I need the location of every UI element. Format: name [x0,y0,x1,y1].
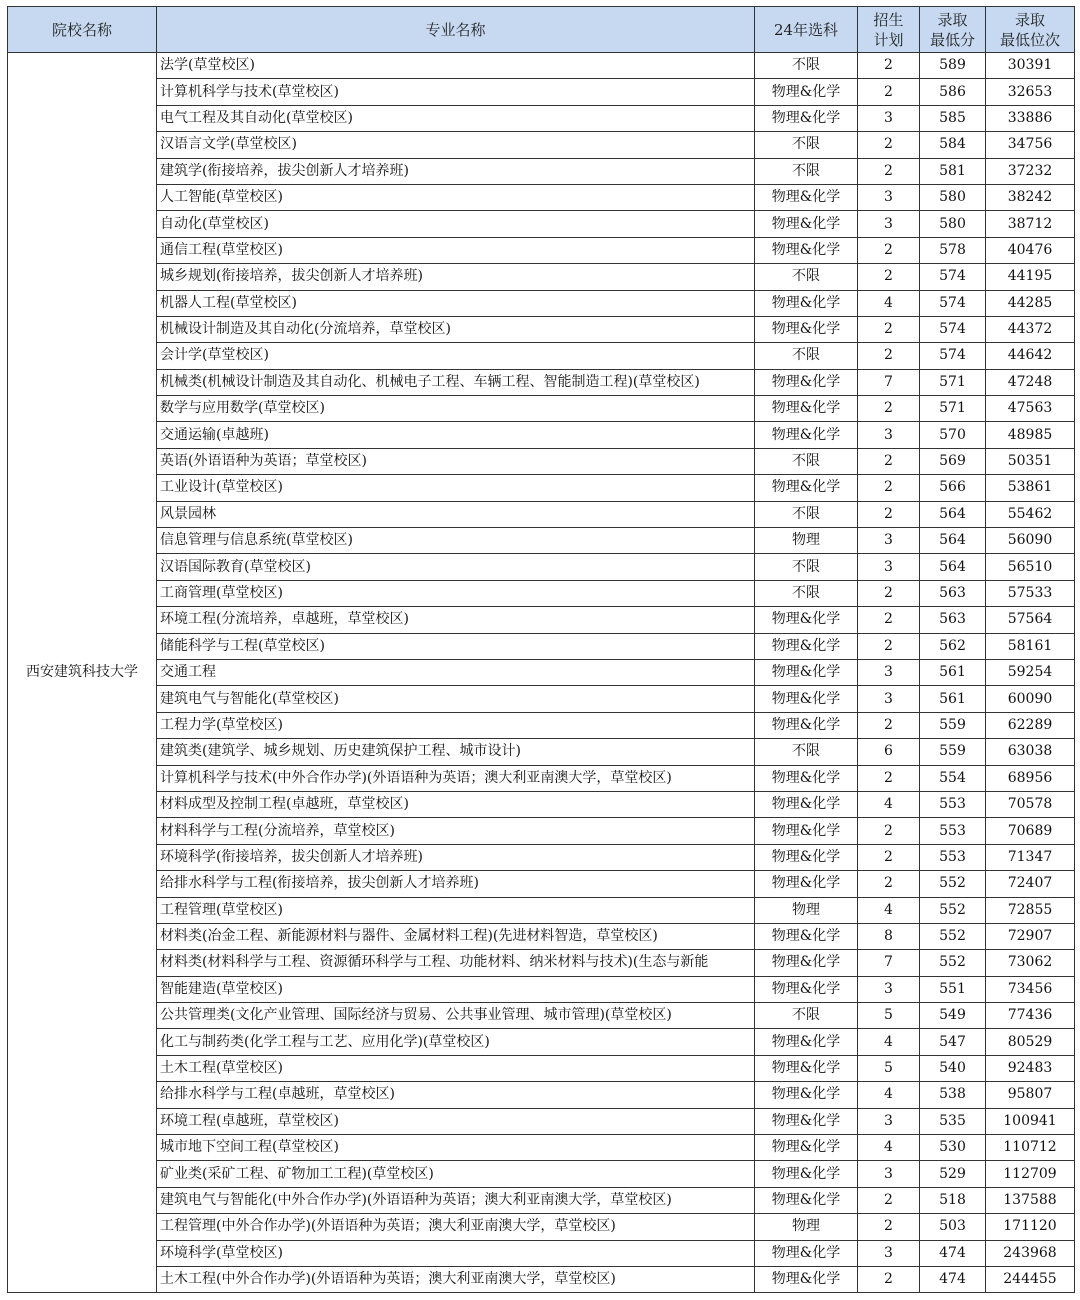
table-row [8,501,1075,527]
min-rank-cell: 57533 [986,580,1075,606]
header-rank-line1: 录取 [1014,10,1045,29]
plan-cell: 3 [858,976,920,1002]
subject-cell: 物理&化学 [755,79,858,105]
subject-cell: 物理&化学 [755,1266,858,1292]
subject-cell: 物理&化学 [755,1240,858,1266]
min-score-cell: 561 [920,659,986,685]
major-cell: 给排水科学与工程(衔接培养，拔尖创新人才培养班) [157,871,755,897]
major-cell: 工业设计(草堂校区) [157,475,755,501]
min-rank-cell: 44195 [986,264,1075,290]
min-rank-cell: 50351 [986,448,1075,474]
major-cell: 材料科学与工程(分流培养，草堂校区) [157,818,755,844]
min-score-cell: 563 [920,607,986,633]
subject-cell: 物理&化学 [755,290,858,316]
table-row [8,448,1075,474]
major-cell: 给排水科学与工程(卓越班，草堂校区) [157,1082,755,1108]
table-row [8,1214,1075,1240]
plan-cell: 4 [858,1135,920,1161]
table-row [8,633,1075,659]
table-row [8,422,1075,448]
min-score-cell: 581 [920,158,986,184]
major-cell: 交通运输(卓越班) [157,422,755,448]
table-header [8,7,1075,53]
min-score-cell: 566 [920,475,986,501]
min-score-cell: 530 [920,1135,986,1161]
min-rank-cell: 77436 [986,1003,1075,1029]
plan-cell: 2 [858,712,920,738]
table-row [8,1161,1075,1187]
min-score-cell: 564 [920,528,986,554]
table-body [8,53,1075,1293]
plan-cell: 2 [858,1266,920,1292]
min-score-cell: 571 [920,369,986,395]
plan-cell: 6 [858,739,920,765]
min-score-cell: 535 [920,1108,986,1134]
table-row [8,791,1075,817]
subject-cell: 物理&化学 [755,1135,858,1161]
min-score-cell: 518 [920,1187,986,1213]
min-score-cell: 569 [920,448,986,474]
subject-cell: 物理&化学 [755,871,858,897]
major-cell: 智能建造(草堂校区) [157,976,755,1002]
min-rank-cell: 44642 [986,343,1075,369]
min-rank-cell: 32653 [986,79,1075,105]
min-score-cell: 559 [920,739,986,765]
table-row [8,554,1075,580]
table-row [8,1082,1075,1108]
min-score-cell: 474 [920,1266,986,1292]
subject-cell: 物理&化学 [755,633,858,659]
table-row [8,1108,1075,1134]
table-row [8,580,1075,606]
min-rank-cell: 73062 [986,950,1075,976]
table-row [8,739,1075,765]
min-rank-cell: 171120 [986,1214,1075,1240]
header-plan-line1: 招生 [873,10,904,29]
plan-cell: 2 [858,1187,920,1213]
plan-cell: 2 [858,448,920,474]
min-score-cell: 574 [920,343,986,369]
major-cell: 工程管理(草堂校区) [157,897,755,923]
plan-cell: 7 [858,369,920,395]
min-score-cell: 578 [920,237,986,263]
major-cell: 交通工程 [157,659,755,685]
min-rank-cell: 72855 [986,897,1075,923]
min-rank-cell: 37232 [986,158,1075,184]
major-cell: 材料成型及控制工程(卓越班，草堂校区) [157,791,755,817]
major-cell: 英语(外语语种为英语；草堂校区) [157,448,755,474]
header-major: 专业名称 [157,7,755,53]
table-row [8,1055,1075,1081]
plan-cell: 2 [858,343,920,369]
subject-cell: 物理&化学 [755,791,858,817]
min-rank-cell: 48985 [986,422,1075,448]
min-score-cell: 574 [920,264,986,290]
min-score-cell: 553 [920,791,986,817]
min-rank-cell: 55462 [986,501,1075,527]
min-score-cell: 574 [920,316,986,342]
major-cell: 建筑电气与智能化(中外合作办学)(外语语种为英语；澳大利亚南澳大学，草堂校区) [157,1187,755,1213]
table-row [8,316,1075,342]
subject-cell: 物理&化学 [755,422,858,448]
subject-cell: 物理&化学 [755,659,858,685]
table-row [8,369,1075,395]
min-rank-cell: 72407 [986,871,1075,897]
header-plan-line2: 计划 [873,30,904,49]
plan-cell: 2 [858,475,920,501]
plan-cell: 3 [858,211,920,237]
min-score-cell: 529 [920,1161,986,1187]
min-score-cell: 503 [920,1214,986,1240]
table-row [8,475,1075,501]
min-rank-cell: 47563 [986,396,1075,422]
min-rank-cell: 73456 [986,976,1075,1002]
major-cell: 环境工程(分流培养，卓越班，草堂校区) [157,607,755,633]
min-score-cell: 571 [920,396,986,422]
min-rank-cell: 30391 [986,53,1075,79]
subject-cell: 不限 [755,739,858,765]
table-row [8,950,1075,976]
plan-cell: 2 [858,237,920,263]
major-cell: 工程管理(中外合作办学)(外语语种为英语；澳大利亚南澳大学，草堂校区) [157,1214,755,1240]
major-cell: 建筑类(建筑学、城乡规划、历史建筑保护工程、城市设计) [157,739,755,765]
subject-cell: 物理&化学 [755,712,858,738]
major-cell: 材料类(材料科学与工程、资源循环科学与工程、功能材料、纳米材料与技术)(生态与新能 [157,950,755,976]
table-row [8,290,1075,316]
subject-cell: 物理&化学 [755,607,858,633]
min-score-cell: 561 [920,686,986,712]
subject-cell: 物理&化学 [755,1055,858,1081]
min-score-cell: 549 [920,1003,986,1029]
header-score-line1: 录取 [937,10,968,29]
major-cell: 土木工程(中外合作办学)(外语语种为英语；澳大利亚南澳大学，草堂校区) [157,1266,755,1292]
major-cell: 计算机科学与技术(草堂校区) [157,79,755,105]
min-rank-cell: 72907 [986,923,1075,949]
major-cell: 法学(草堂校区) [157,53,755,79]
plan-cell: 3 [858,659,920,685]
major-cell: 通信工程(草堂校区) [157,237,755,263]
plan-cell: 2 [858,53,920,79]
min-score-cell: 570 [920,422,986,448]
plan-cell: 4 [858,1082,920,1108]
header-score [920,7,986,53]
min-rank-cell: 112709 [986,1161,1075,1187]
min-rank-cell: 56090 [986,528,1075,554]
plan-cell: 2 [858,316,920,342]
major-cell: 工商管理(草堂校区) [157,580,755,606]
table-row [8,158,1075,184]
major-cell: 数学与应用数学(草堂校区) [157,396,755,422]
table-row [8,211,1075,237]
min-score-cell: 540 [920,1055,986,1081]
plan-cell: 2 [858,580,920,606]
subject-cell: 不限 [755,158,858,184]
subject-cell: 物理 [755,897,858,923]
table-row [8,686,1075,712]
min-rank-cell: 47248 [986,369,1075,395]
subject-cell: 物理 [755,1214,858,1240]
plan-cell: 4 [858,791,920,817]
min-rank-cell: 95807 [986,1082,1075,1108]
subject-cell: 物理&化学 [755,105,858,131]
table-row [8,396,1075,422]
min-score-cell: 563 [920,580,986,606]
min-rank-cell: 44372 [986,316,1075,342]
major-cell: 汉语国际教育(草堂校区) [157,554,755,580]
table-row [8,976,1075,1002]
min-rank-cell: 100941 [986,1108,1075,1134]
table-row [8,897,1075,923]
major-cell: 计算机科学与技术(中外合作办学)(外语语种为英语；澳大利亚南澳大学，草堂校区) [157,765,755,791]
major-cell: 电气工程及其自动化(草堂校区) [157,105,755,131]
plan-cell: 5 [858,1055,920,1081]
major-cell: 储能科学与工程(草堂校区) [157,633,755,659]
table-row [8,1187,1075,1213]
table-row [8,712,1075,738]
min-rank-cell: 56510 [986,554,1075,580]
major-cell: 机械类(机械设计制造及其自动化、机械电子工程、车辆工程、智能制造工程)(草堂校区) [157,369,755,395]
table-row [8,237,1075,263]
admission-table [7,6,1075,1293]
plan-cell: 2 [858,633,920,659]
major-cell: 土木工程(草堂校区) [157,1055,755,1081]
min-score-cell: 559 [920,712,986,738]
min-rank-cell: 57564 [986,607,1075,633]
min-score-cell: 547 [920,1029,986,1055]
subject-cell: 不限 [755,264,858,290]
table-row [8,105,1075,131]
min-score-cell: 553 [920,818,986,844]
plan-cell: 2 [858,132,920,158]
min-score-cell: 538 [920,1082,986,1108]
major-cell: 城市地下空间工程(草堂校区) [157,1135,755,1161]
plan-cell: 3 [858,1108,920,1134]
major-cell: 公共管理类(文化产业管理、国际经济与贸易、公共事业管理、城市管理)(草堂校区) [157,1003,755,1029]
min-score-cell: 589 [920,53,986,79]
major-cell: 工程力学(草堂校区) [157,712,755,738]
min-score-cell: 552 [920,871,986,897]
plan-cell: 2 [858,871,920,897]
plan-cell: 3 [858,105,920,131]
major-cell: 信息管理与信息系统(草堂校区) [157,528,755,554]
min-rank-cell: 68956 [986,765,1075,791]
table-row [8,818,1075,844]
min-rank-cell: 244455 [986,1266,1075,1292]
min-score-cell: 580 [920,184,986,210]
plan-cell: 3 [858,1240,920,1266]
subject-cell: 物理&化学 [755,765,858,791]
plan-cell: 2 [858,765,920,791]
plan-cell: 3 [858,554,920,580]
header-rank-line2: 最低位次 [999,30,1060,49]
min-rank-cell: 243968 [986,1240,1075,1266]
major-cell: 环境科学(草堂校区) [157,1240,755,1266]
min-score-cell: 554 [920,765,986,791]
major-cell: 风景园林 [157,501,755,527]
subject-cell: 物理&化学 [755,1082,858,1108]
major-cell: 建筑学(衔接培养，拔尖创新人才培养班) [157,158,755,184]
plan-cell: 2 [858,607,920,633]
min-score-cell: 552 [920,897,986,923]
subject-cell: 物理&化学 [755,1029,858,1055]
table-row [8,923,1075,949]
header-school: 院校名称 [8,7,157,53]
subject-cell: 不限 [755,1003,858,1029]
subject-cell: 物理&化学 [755,237,858,263]
plan-cell: 2 [858,844,920,870]
plan-cell: 3 [858,528,920,554]
min-rank-cell: 40476 [986,237,1075,263]
subject-cell: 物理&化学 [755,475,858,501]
table-row [8,1135,1075,1161]
min-score-cell: 564 [920,501,986,527]
min-score-cell: 564 [920,554,986,580]
table-row [8,607,1075,633]
table-row [8,1003,1075,1029]
min-score-cell: 474 [920,1240,986,1266]
min-rank-cell: 38712 [986,211,1075,237]
major-cell: 化工与制药类(化学工程与工艺、应用化学)(草堂校区) [157,1029,755,1055]
major-cell: 材料类(冶金工程、新能源材料与器件、金属材料工程)(先进材料智造，草堂校区) [157,923,755,949]
subject-cell: 物理&化学 [755,211,858,237]
subject-cell: 不限 [755,554,858,580]
table-row [8,871,1075,897]
min-score-cell: 574 [920,290,986,316]
min-rank-cell: 58161 [986,633,1075,659]
min-score-cell: 553 [920,844,986,870]
plan-cell: 4 [858,290,920,316]
min-rank-cell: 34756 [986,132,1075,158]
table-row [8,264,1075,290]
subject-cell: 物理&化学 [755,1161,858,1187]
plan-cell: 3 [858,184,920,210]
min-score-cell: 580 [920,211,986,237]
min-score-cell: 551 [920,976,986,1002]
subject-cell: 不限 [755,343,858,369]
major-cell: 机器人工程(草堂校区) [157,290,755,316]
min-score-cell: 552 [920,923,986,949]
min-rank-cell: 71347 [986,844,1075,870]
table-row [8,659,1075,685]
major-cell: 自动化(草堂校区) [157,211,755,237]
subject-cell: 物理&化学 [755,950,858,976]
table-row [8,844,1075,870]
plan-cell: 3 [858,422,920,448]
subject-cell: 物理&化学 [755,316,858,342]
major-cell: 人工智能(草堂校区) [157,184,755,210]
table-row [8,1266,1075,1292]
subject-cell: 不限 [755,53,858,79]
subject-cell: 不限 [755,132,858,158]
table-row [8,184,1075,210]
min-rank-cell: 80529 [986,1029,1075,1055]
plan-cell: 3 [858,686,920,712]
min-rank-cell: 38242 [986,184,1075,210]
subject-cell: 不限 [755,501,858,527]
min-rank-cell: 53861 [986,475,1075,501]
table-row [8,79,1075,105]
min-score-cell: 552 [920,950,986,976]
min-rank-cell: 70689 [986,818,1075,844]
plan-cell: 3 [858,1161,920,1187]
plan-cell: 2 [858,264,920,290]
min-rank-cell: 44285 [986,290,1075,316]
min-rank-cell: 62289 [986,712,1075,738]
header-plan [858,7,920,53]
min-rank-cell: 110712 [986,1135,1075,1161]
subject-cell: 物理&化学 [755,1108,858,1134]
major-cell: 建筑电气与智能化(草堂校区) [157,686,755,712]
table-row [8,132,1075,158]
table-row [8,765,1075,791]
min-rank-cell: 60090 [986,686,1075,712]
min-rank-cell: 137588 [986,1187,1075,1213]
plan-cell: 5 [858,1003,920,1029]
subject-cell: 物理&化学 [755,844,858,870]
subject-cell: 物理&化学 [755,1187,858,1213]
subject-cell: 物理&化学 [755,686,858,712]
header-rank [986,7,1075,53]
subject-cell: 物理&化学 [755,369,858,395]
major-cell: 矿业类(采矿工程、矿物加工工程)(草堂校区) [157,1161,755,1187]
school-name-cell: 西安建筑科技大学 [8,53,157,1293]
table-row [8,1240,1075,1266]
table-row [8,1029,1075,1055]
table-row [8,53,1075,79]
plan-cell: 8 [858,923,920,949]
subject-cell: 物理&化学 [755,396,858,422]
plan-cell: 2 [858,1214,920,1240]
major-cell: 机械设计制造及其自动化(分流培养，草堂校区) [157,316,755,342]
table-row [8,343,1075,369]
subject-cell: 不限 [755,580,858,606]
min-score-cell: 584 [920,132,986,158]
major-cell: 城乡规划(衔接培养，拔尖创新人才培养班) [157,264,755,290]
plan-cell: 7 [858,950,920,976]
header-subject: 24年选科 [755,7,858,53]
plan-cell: 2 [858,79,920,105]
plan-cell: 2 [858,396,920,422]
subject-cell: 物理&化学 [755,976,858,1002]
plan-cell: 2 [858,158,920,184]
major-cell: 环境科学(衔接培养，拔尖创新人才培养班) [157,844,755,870]
header-score-line2: 最低分 [929,30,975,49]
min-rank-cell: 63038 [986,739,1075,765]
min-score-cell: 586 [920,79,986,105]
major-cell: 环境工程(卓越班，草堂校区) [157,1108,755,1134]
subject-cell: 物理&化学 [755,818,858,844]
plan-cell: 4 [858,897,920,923]
table-row [8,528,1075,554]
major-cell: 会计学(草堂校区) [157,343,755,369]
major-cell: 汉语言文学(草堂校区) [157,132,755,158]
min-rank-cell: 70578 [986,791,1075,817]
plan-cell: 4 [858,1029,920,1055]
plan-cell: 2 [858,818,920,844]
plan-cell: 2 [858,501,920,527]
min-rank-cell: 92483 [986,1055,1075,1081]
min-rank-cell: 33886 [986,105,1075,131]
subject-cell: 物理 [755,528,858,554]
subject-cell: 物理&化学 [755,923,858,949]
min-rank-cell: 59254 [986,659,1075,685]
subject-cell: 不限 [755,448,858,474]
min-score-cell: 562 [920,633,986,659]
min-score-cell: 585 [920,105,986,131]
subject-cell: 物理&化学 [755,184,858,210]
